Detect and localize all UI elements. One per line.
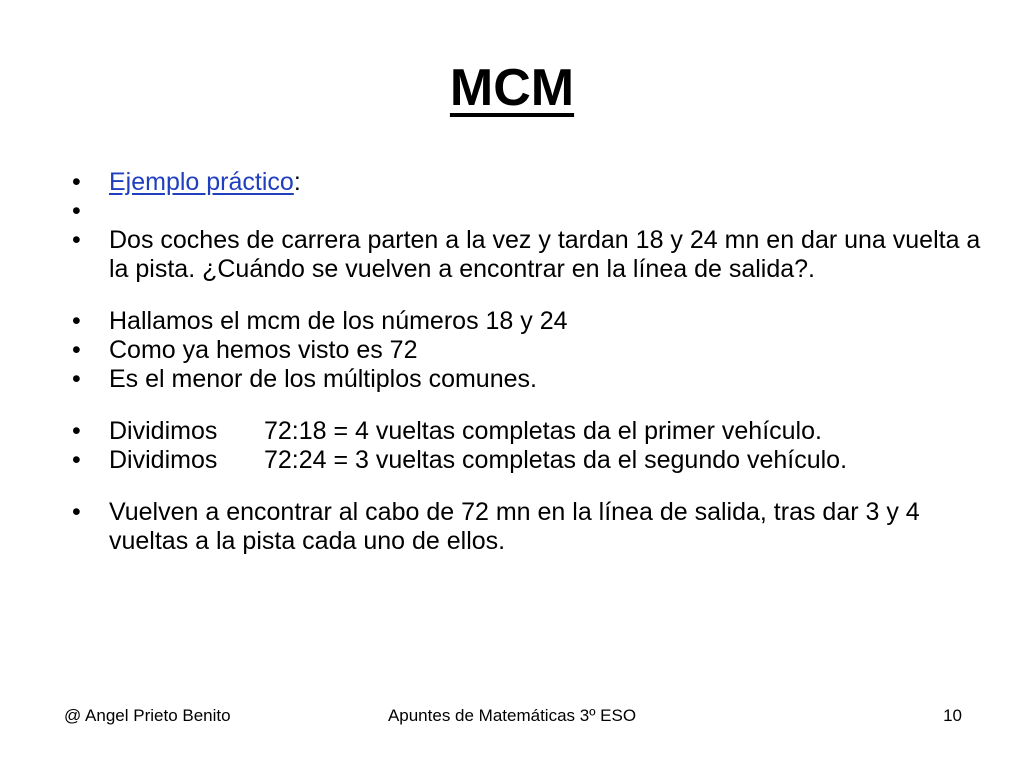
bullet-lcm-value: • Como ya hemos visto es 72: [72, 336, 982, 365]
bullet-conclusion: • Vuelven a encontrar al cabo de 72 mn en la línea de salida, tras dar 3 y 4 vueltas a la pista cada uno de ellos.: [72, 498, 982, 556]
bullet-find-lcm: • Hallamos el mcm de los números 18 y 24: [72, 307, 982, 336]
bullet-divide-first: [72, 417, 982, 446]
slide-title: MCM: [449, 59, 575, 117]
divide-text-second: 72:24 = 3 vueltas completas da el segundo vehículo.: [264, 446, 848, 474]
bullet-problem-statement: • Dos coches de carrera parten a la vez y tardan 18 y 24 mn en dar una vuelta a la pista. ¿Cuándo se vuelven a encontrar en la línea de salida?.: [72, 226, 982, 284]
bullet-divide-second: [72, 446, 982, 475]
bullet-list: [72, 168, 982, 556]
bullet-empty: [72, 197, 982, 226]
example-colon: :: [293, 168, 301, 196]
footer-course: Apuntes de Matemáticas 3º ESO: [387, 706, 637, 725]
divide-label-first: Dividimos: [109, 417, 218, 445]
example-link[interactable]: Ejemplo práctico: [109, 168, 294, 196]
bullet-smallest-common-multiple: • Es el menor de los múltiplos comunes.: [72, 365, 982, 394]
footer-author: @ Angel Prieto Benito: [64, 706, 231, 725]
footer-page-number: 10: [943, 706, 962, 725]
bullet-example-heading: [72, 168, 982, 197]
divide-text-first: 72:18 = 4 vueltas completas da el primer vehículo.: [264, 417, 822, 445]
divide-label-second: Dividimos: [109, 446, 218, 474]
